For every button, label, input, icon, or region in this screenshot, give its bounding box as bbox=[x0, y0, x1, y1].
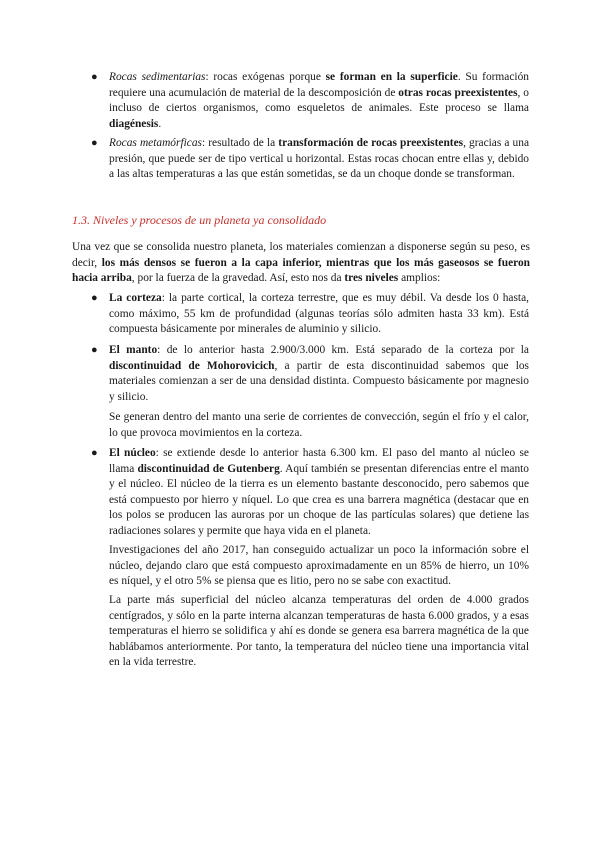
bold-term: otras rocas preexistentes bbox=[398, 86, 518, 99]
text-run: : resultado de la bbox=[201, 137, 279, 149]
bold-term: se forman en la superficie bbox=[325, 71, 458, 83]
bold-term: discontinuidad de Gutenberg bbox=[137, 462, 280, 475]
bullet-icon: ● bbox=[91, 447, 98, 459]
text-run: : se extiende desde lo anterior hasta 6.300 km. El paso del manto al núcleo se llama bbox=[109, 447, 529, 475]
item-text bbox=[109, 70, 529, 132]
intro-paragraph bbox=[72, 240, 530, 287]
bullet-icon: ● bbox=[91, 71, 98, 83]
bold-term: El núcleo bbox=[109, 447, 156, 459]
text-run: , por la fuerza de la gravedad. Así, esto nos da bbox=[131, 272, 345, 285]
text-run: : rocas exógenas porque bbox=[205, 71, 326, 83]
text-run: : la parte cortical, la corteza terrestre, que es muy débil. Va desde los 0 hasta, como máximo, 55 km de profundidad (algunas teorías sólo admiten hasta 33 km). Está compuesta básicamente por minerales de aluminio y silicio. bbox=[109, 292, 529, 336]
text-run: . bbox=[158, 117, 162, 130]
text-run: . Su formación requiere una acumulación de material de la descomposición de bbox=[109, 71, 529, 99]
item-text bbox=[109, 291, 529, 338]
bold-term: El manto bbox=[109, 344, 158, 356]
bullet-icon: ● bbox=[91, 292, 98, 304]
bold-term: transformación de rocas preexistentes bbox=[278, 137, 464, 149]
item-term: Rocas sedimentarias bbox=[109, 71, 206, 83]
section-heading: 1.3. Niveles y procesos de un planeta ya consolidado bbox=[72, 213, 327, 227]
bold-term: tres niveles bbox=[344, 272, 399, 285]
nucleo-extra-paragraph: Investigaciones del año 2017, han conseguido actualizar un poco la información sobre el núcleo, dejando claro que está compuesto aproximadamente en un 85% de hierro, un 10% es níquel, y el otro 5% se piensa que es litio, pero no se sabe con exactitud. bbox=[109, 544, 529, 588]
bullet-icon: ● bbox=[91, 344, 98, 356]
bold-term: discontinuidad de Mohorovicich bbox=[109, 359, 275, 372]
bold-term: La corteza bbox=[109, 292, 162, 304]
item-term: Rocas metamórficas bbox=[109, 137, 202, 149]
bold-term: diagénesis bbox=[109, 117, 159, 130]
text-run: Una vez que se consolida nuestro planeta, los materiales comienzan a disponerse según su peso, es decir, bbox=[72, 241, 530, 269]
text-run: : de lo anterior hasta 2.900/3.000 km. Está separado de la corteza por la bbox=[157, 344, 529, 356]
text-run: amplios: bbox=[398, 272, 441, 285]
nucleo-extra2-paragraph: La parte más superficial del núcleo alcanza temperaturas del orden de 4.000 grados centígrados, y sólo en la parte interna alcanzan temperaturas de hasta 6.000 grados, y a esas temperaturas el hierro se solidifica y ahí es donde se genera esa barrera magnética de la que hablábamos anteriormente. Por tanto, la temperatura del núcleo tiene una importancia vital en la vida terrestre. bbox=[109, 594, 529, 669]
bullet-icon: ● bbox=[91, 137, 98, 149]
item-text bbox=[109, 136, 529, 183]
item-text bbox=[109, 446, 529, 540]
text-run: . Aquí también se presentan diferencias entre el manto y el núcleo. El núcleo de la tierra es un elemento bastante desconocido, pero sabemos que está compuesto por hierro y níquel. Lo que crea es una barrera magnética (destacar que en los polos se producen las auroras por un choque de las partículas solares) que detiene las radiaciones solares y permite que haya vida en el planeta. bbox=[109, 462, 529, 537]
item-text bbox=[109, 343, 529, 405]
manto-extra-paragraph: Se generan dentro del manto una serie de corrientes de convección, según el frío y el calor, lo que provoca movimientos en la corteza. bbox=[109, 411, 529, 439]
bold-term: los más densos se fueron a la capa inferior, mientras que los más gaseosos se fueron hacia arriba bbox=[72, 256, 531, 285]
text-run: , o incluso de ciertos organismos, como esqueletos de animales. Este proceso se llama bbox=[109, 86, 529, 115]
text-run: , a partir de esta discontinuidad sabemos que los materiales comienzan a ser de una densidad distinta. Compuesto básicamente por magnesio y silicio. bbox=[109, 359, 529, 403]
text-run: , gracias a una presión, que puede ser de tipo vertical u horizontal. Estas rocas chocan entre ellas y, debido a las altas temperaturas a las que están sometidas, se da un choque donde se transforman. bbox=[109, 137, 529, 181]
